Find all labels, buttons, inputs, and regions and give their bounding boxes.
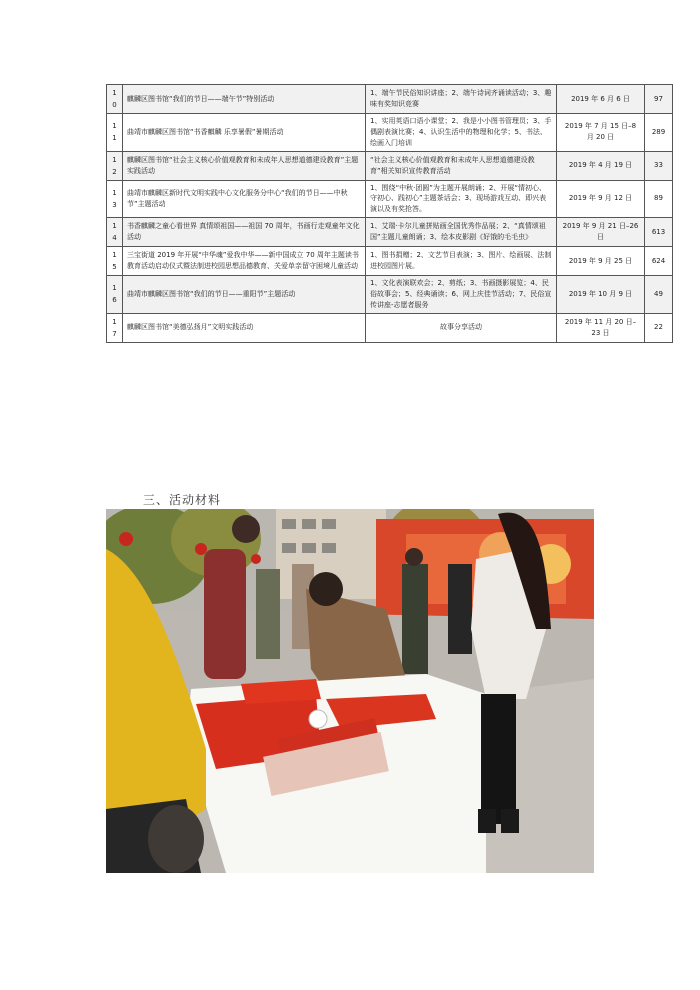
activity-photo [106,509,594,873]
participant-count: 22 [645,313,673,342]
activity-content: 1、实用英语口语小课堂；2、我是小小图书管理员；3、手偶剧表演比赛；4、认识生活中的物理和化学；5、书法、绘画入门培训 [366,114,557,152]
activity-name: 曲靖市麒麟区图书馆“书香麒麟 乐享暑假”暑期活动 [123,114,366,152]
row-index [107,247,123,276]
row-index [107,218,123,247]
activity-date: 2019 年 4 月 19 日 [557,151,645,180]
activity-content: 1、围绕“中秋·团圆”为主题开展朗诵；2、开展“情初心、守初心、践初心”主题茶话会；3、现场游戏互动、即兴表演以及有奖抢答。 [366,180,557,218]
row-index [107,276,123,314]
activities-table [106,84,673,343]
row-index [107,313,123,342]
row-index [107,114,123,152]
activity-name: 麒麟区图书馆“美德弘扬月”文明实践活动 [123,313,366,342]
table-row [107,218,673,247]
participant-count: 89 [645,180,673,218]
activity-name: 三宝街道 2019 年开展“中华魂”爱我中华——新中国成立 70 周年主题读书教育活动启动仪式暨法制进校园思想品德教育、关爱单亲留守困境儿童活动 [123,247,366,276]
participant-count: 613 [645,218,673,247]
row-index-digit: 2 [112,167,117,176]
activity-date: 2019 年 9 月 12 日 [557,180,645,218]
row-index-digit: 1 [112,134,117,143]
activity-content: 1、文化表演联欢会；2、剪纸；3、书画摄影展览；4、民俗故事会；5、经典诵读；6、网上庆佳节活动；7、民俗宣传讲座-志愿者服务 [366,276,557,314]
activity-name: 书香麒麟之童心看世界 真情颂祖国——祖国 70 周年，书画行走观童年文化活动 [123,218,366,247]
row-index-digit: 6 [112,296,117,305]
row-index-digit: 1 [112,122,117,131]
activity-date: 2019 年 9 月 21 日–26 日 [557,218,645,247]
row-index [107,180,123,218]
section-title: 三、活动材料 [143,493,222,507]
row-index-digit: 4 [112,234,117,243]
participant-count: 33 [645,151,673,180]
participant-count: 97 [645,85,673,114]
row-index-digit: 1 [112,89,117,97]
activity-name: 曲靖市麒麟区图书馆“我们的节日——重阳节”主题活动 [123,276,366,314]
table-row [107,85,673,114]
activity-name: 麒麟区图书馆“社会主义核心价值观教育和未成年人思想道德建设教育”主题实践活动 [123,151,366,180]
row-index-digit: 7 [112,329,117,338]
participant-count: 49 [645,276,673,314]
activity-content: 1、图书捐赠；2、文艺节目表演；3、图片、绘画展、法制进校园图片展。 [366,247,557,276]
activity-date: 2019 年 9 月 25 日 [557,247,645,276]
row-index-digit: 1 [112,222,117,231]
row-index [107,85,123,114]
row-index-digit: 1 [112,188,117,197]
row-index [107,151,123,180]
row-index-digit: 3 [112,200,117,209]
row-index-digit: 1 [112,317,117,326]
activity-date: 2019 年 10 月 9 日 [557,276,645,314]
participant-count: 289 [645,114,673,152]
table-row [107,114,673,152]
row-index-digit: 5 [112,263,117,272]
activity-date: 2019 年 11 月 20 日–23 日 [557,313,645,342]
activity-name: 麒麟区图书馆“我们的节日——端午节”特别活动 [123,85,366,114]
row-index-digit: 1 [112,155,117,164]
activity-photo-illustration [106,509,594,873]
activities-table-body [107,85,673,343]
table-row [107,313,673,342]
activity-content: 故事分享活动 [366,313,557,342]
row-index-digit: 0 [112,101,117,109]
row-index-digit: 1 [112,284,117,293]
table-row [107,276,673,314]
table-row [107,180,673,218]
activity-name: 曲靖市麒麟区新时代文明实践中心文化服务分中心“我们的节日——中秋节”主题活动 [123,180,366,218]
activity-date: 2019 年 7 月 15 日–8 月 20 日 [557,114,645,152]
activity-content: 1、端午节民俗知识讲座；2、端午诗词齐诵读活动；3、趣味有奖知识竞赛 [366,85,557,114]
activity-content: “社会主义核心价值观教育和未成年人思想道德建设教育”相关知识宣传教育活动 [366,151,557,180]
activity-date: 2019 年 6 月 6 日 [557,85,645,114]
table-row [107,247,673,276]
row-index-digit: 1 [112,251,117,260]
table-row [107,151,673,180]
participant-count: 624 [645,247,673,276]
activity-content: 1、艾瑞·卡尔儿童拼贴画全国优秀作品展；2、“真情颂祖国”主题儿童朗诵；3、绘本皮影剧《好饿的毛毛虫》 [366,218,557,247]
